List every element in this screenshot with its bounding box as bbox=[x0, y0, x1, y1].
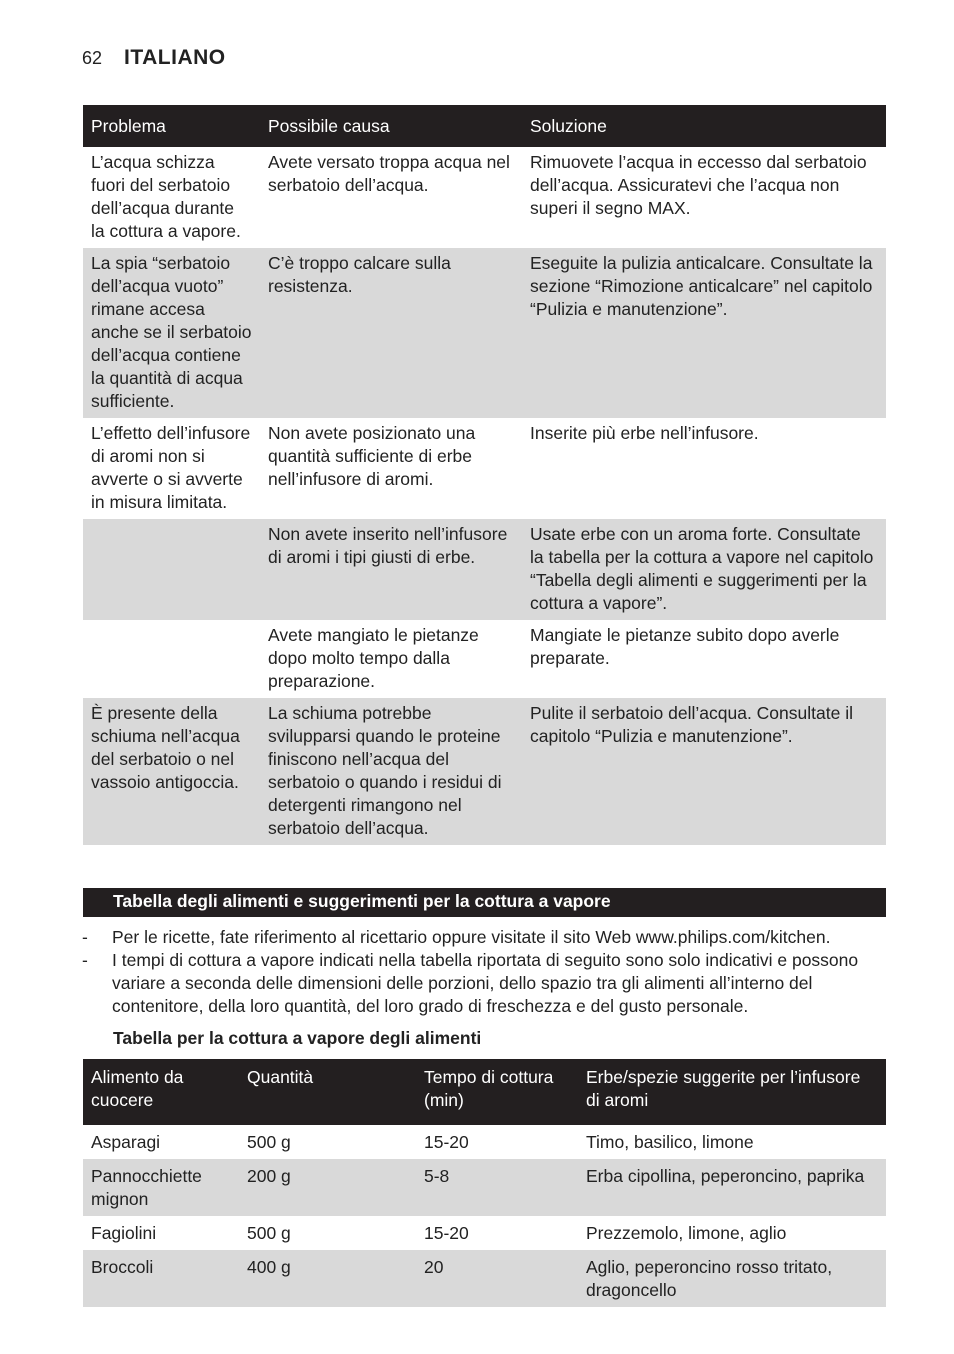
table-cell-food: Fagiolini bbox=[91, 1223, 157, 1243]
table-cell-food: Broccoli bbox=[83, 1250, 239, 1307]
column-header: Erbe/spezie suggerite per l’infusore di aromi bbox=[578, 1059, 886, 1125]
column-header: Alimento da cuocere bbox=[83, 1059, 239, 1125]
table-cell-food: Asparagi bbox=[91, 1132, 161, 1152]
table-cell-problem: L’acqua schizza fuori del serbatoio dell’acqua durante la cottura a vapore. bbox=[91, 152, 241, 241]
column-header: Quantità bbox=[239, 1059, 416, 1125]
table-cell-cause: Avete versato troppa acqua nel serbatoio dell’acqua. bbox=[268, 152, 510, 195]
table-cell-time: 15-20 bbox=[424, 1132, 469, 1152]
table-cell-problem: La spia “serbatoio dell’acqua vuoto” rimane accesa anche se il serbatoio dell’acqua contiene la quantità di acqua sufficiente. bbox=[83, 248, 260, 418]
table-cell-time: 5-8 bbox=[416, 1159, 578, 1216]
troubleshooting-table bbox=[83, 105, 886, 845]
table-cell-herbs: Aglio, peperoncino rosso tritato, dragoncello bbox=[578, 1250, 886, 1307]
table-row bbox=[83, 519, 886, 620]
table-cell-solution: Rimuovete l’acqua in eccesso dal serbatoio dell’acqua. Assicuratevi che l’acqua non superi il segno MAX. bbox=[530, 152, 867, 218]
table-cell-cause: Avete mangiato le pietanze dopo molto tempo dalla preparazione. bbox=[268, 625, 479, 691]
table-row bbox=[83, 1159, 886, 1216]
bullet-text: I tempi di cottura a vapore indicati nella tabella riportata di seguito sono solo indicativi e possono variare a seconda delle dimensioni delle porzioni, dello spazio tra gli alimenti all’interno del contenitore, della loro quantità, del loro grado di freschezza e del gusto personale. bbox=[112, 950, 859, 1016]
table-cell-quantity: 200 g bbox=[239, 1159, 416, 1216]
column-header: Problema bbox=[83, 105, 260, 147]
table-cell-solution: Inserite più erbe nell’infusore. bbox=[530, 423, 759, 443]
table-cell-time: 20 bbox=[416, 1250, 578, 1307]
table-row bbox=[83, 418, 886, 519]
table-row bbox=[83, 248, 886, 418]
table-cell-solution: Pulite il serbatoio dell’acqua. Consultate il capitolo “Pulizia e manutenzione”. bbox=[522, 698, 886, 845]
table-cell-quantity: 500 g bbox=[247, 1132, 291, 1152]
steam-table bbox=[83, 1059, 886, 1307]
table-row bbox=[83, 620, 886, 698]
table-row bbox=[83, 698, 886, 845]
table-cell-problem bbox=[83, 519, 260, 620]
table-cell-problem: L’effetto dell’infusore di aromi non si avverte o si avverte in misura limitata. bbox=[91, 423, 251, 512]
bullet-text: Per le ricette, fate riferimento al ricettario oppure visitate il sito Web www.philips.com/kitchen. bbox=[112, 927, 831, 947]
table-cell-quantity: 400 g bbox=[239, 1250, 416, 1307]
bullet-marker: - bbox=[82, 950, 88, 970]
table-row bbox=[83, 1250, 886, 1307]
table-row bbox=[83, 1216, 886, 1250]
page-language: ITALIANO bbox=[124, 46, 226, 69]
column-header: Tempo di cottura (min) bbox=[416, 1059, 578, 1125]
table-cell-cause: Non avete inserito nell’infusore di aromi i tipi giusti di erbe. bbox=[260, 519, 522, 620]
table-cell-cause: Non avete posizionato una quantità sufficiente di erbe nell’infusore di aromi. bbox=[268, 423, 476, 489]
table-cell-time: 15-20 bbox=[424, 1223, 469, 1243]
table-row bbox=[83, 1125, 886, 1159]
table-cell-herbs: Timo, basilico, limone bbox=[586, 1132, 754, 1152]
table-cell-herbs: Prezzemolo, limone, aglio bbox=[586, 1223, 787, 1243]
table-cell-problem bbox=[83, 620, 260, 698]
column-header: Possibile causa bbox=[260, 105, 522, 147]
table-cell-herbs: Erba cipollina, peperoncino, paprika bbox=[578, 1159, 886, 1216]
page-number: 62 bbox=[82, 48, 103, 68]
table-cell-problem: È presente della schiuma nell’acqua del serbatoio o nel vassoio antigoccia. bbox=[83, 698, 260, 845]
table-cell-solution: Mangiate le pietanze subito dopo averle preparate. bbox=[530, 625, 840, 668]
column-header: Soluzione bbox=[522, 105, 886, 147]
table-cell-quantity: 500 g bbox=[247, 1223, 291, 1243]
table-cell-cause: C’è troppo calcare sulla resistenza. bbox=[260, 248, 522, 418]
page-header bbox=[82, 46, 226, 70]
list-item bbox=[82, 926, 888, 949]
table-cell-cause: La schiuma potrebbe svilupparsi quando le proteine finiscono nell’acqua del serbatoio o quando i residui di detergenti rimangono nel serbatoio dell’acqua. bbox=[260, 698, 522, 845]
table-cell-food: Pannocchiette mignon bbox=[83, 1159, 239, 1216]
table-cell-solution: Usate erbe con un aroma forte. Consultate la tabella per la cottura a vapore nel capitolo “Tabella degli alimenti e suggerimenti per la cottura a vapore”. bbox=[522, 519, 886, 620]
table-header-row bbox=[83, 105, 886, 147]
bullet-marker: - bbox=[82, 927, 88, 947]
table-cell-solution: Eseguite la pulizia anticalcare. Consultate la sezione “Rimozione anticalcare” nel capitolo “Pulizia e manutenzione”. bbox=[522, 248, 886, 418]
list-item bbox=[82, 949, 888, 1018]
table-header-row bbox=[83, 1059, 886, 1125]
subheading: Tabella per la cottura a vapore degli alimenti bbox=[113, 1028, 482, 1048]
table-row bbox=[83, 147, 886, 248]
bullet-list bbox=[82, 926, 888, 1018]
section-title: Tabella degli alimenti e suggerimenti per la cottura a vapore bbox=[83, 888, 886, 917]
